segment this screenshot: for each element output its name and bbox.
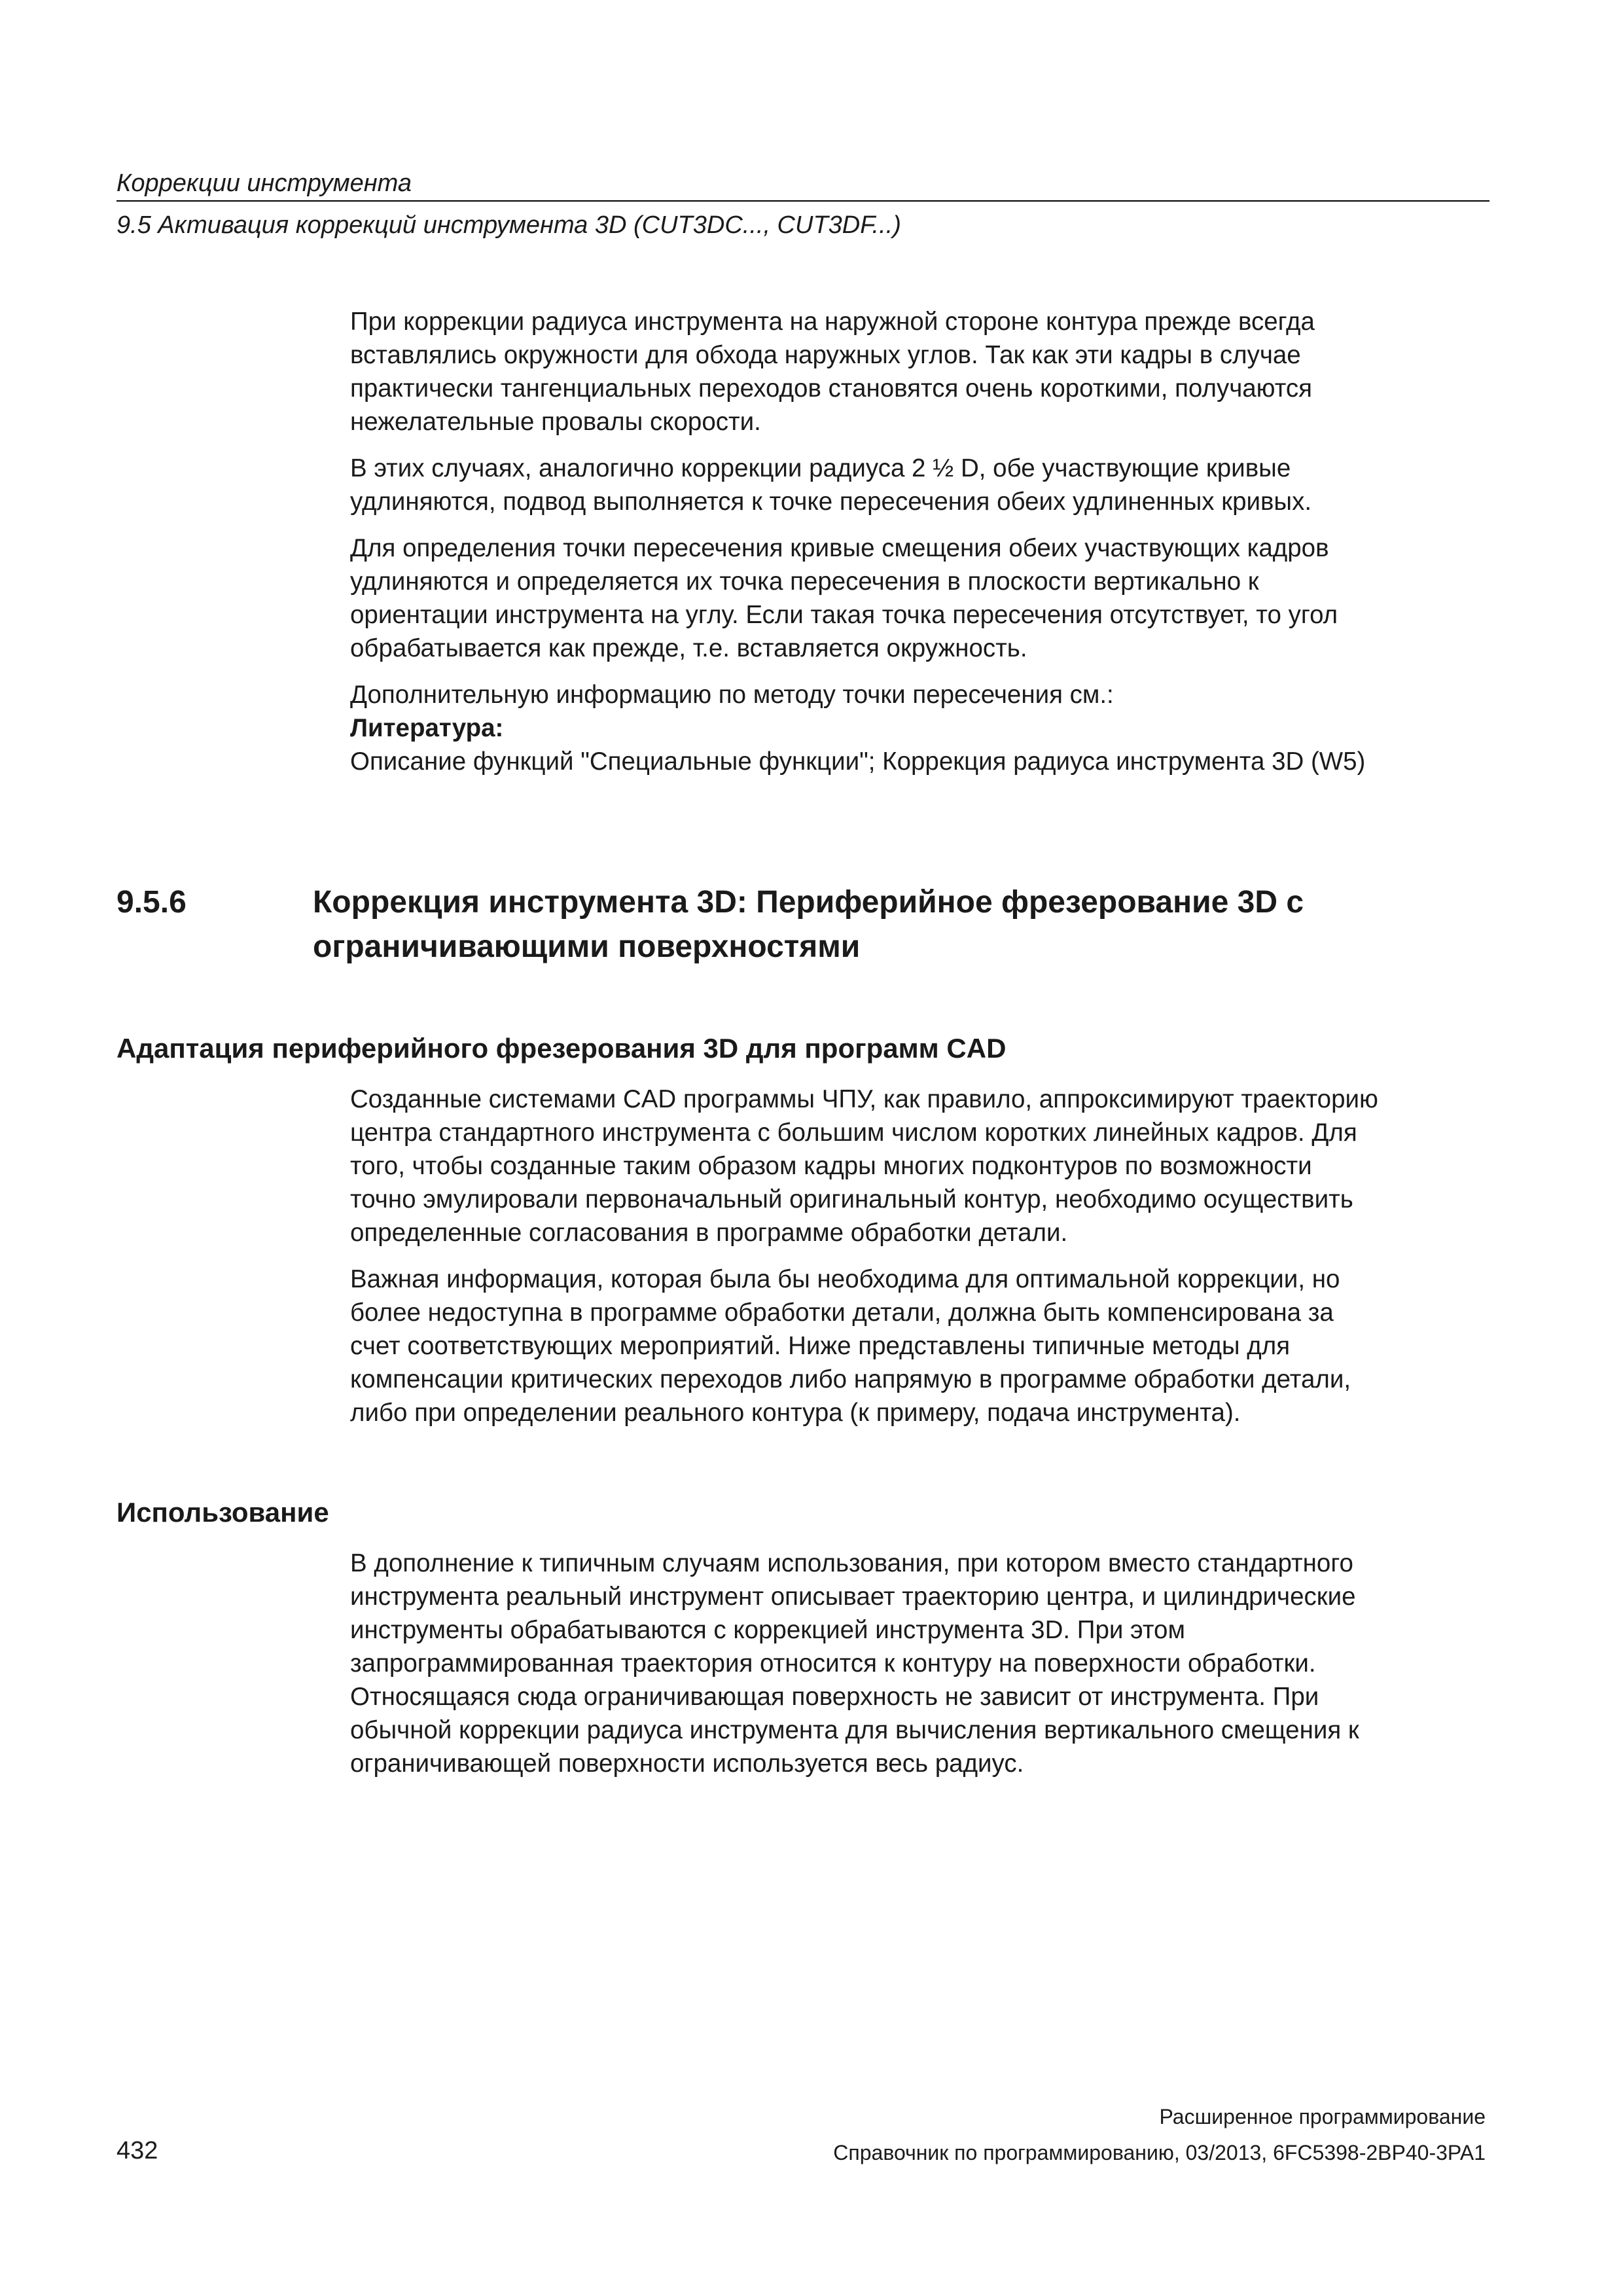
usage-block (350, 1547, 1502, 1780)
footer-doc-title: Расширенное программирование (1159, 2105, 1486, 2128)
adaptation-paragraph-2: Важная информация, которая была бы необходима для оптимальной коррекции, но более недоступна в программе обработки детали, должна быть компенсирована за счет соответствующих мероприятий. Ниже представлены типичные методы для компенсации критических переходов либо напрямую в программе обработки детали, либо при определении реального контура (к примеру, подача инструмента). (350, 1265, 1351, 1427)
intro-block (350, 305, 1502, 778)
intro-paragraph-3: Для определения точки пересечения кривые смещения обеих участвующих кадров удлиняются и определяется их точка пересечения в плоскости вертикально к ориентации инструмента на углу. Если такая точка пересечения отсутствует, то угол обрабатывается как прежде, т.е. вставляется окружность. (350, 534, 1338, 662)
footer-doc-reference: Справочник по программированию, 03/2013, 6FC5398-2BP40-3PA1 (833, 2141, 1486, 2164)
intro-paragraph-1: При коррекции радиуса инструмента на наружной стороне контура прежде всегда вставлялись окружности для обхода наружных углов. Так как эти кадры в случае практически тангенциальных переходов становятся очень короткими, получаются нежелательные провалы скорости. (350, 308, 1315, 436)
adaptation-block (350, 1083, 1502, 1429)
intro-paragraph-2: В этих случаях, аналогично коррекции радиуса 2 ½ D, обе участвующие кривые удлиняются, подвод выполняется к точке пересечения обеих удлиненных кривых. (350, 454, 1312, 516)
intro-paragraph-4: Дополнительную информацию по методу точки пересечения см.: (350, 681, 1114, 709)
page-number: 432 (116, 2137, 158, 2164)
usage-heading: Использование (116, 1497, 329, 1528)
usage-paragraph-1: В дополнение к типичным случаям использования, при котором вместо стандартного инструмента реальный инструмент описывает траекторию центра, и цилиндрические инструменты обрабатываются с коррекцией инструмента 3D. При этом запрограммированная траектория относится к контуру на поверхности обработки. Относящаяся сюда ограничивающая поверхность не зависит от инструмента. При обычной коррекции радиуса инструмента для вычисления вертикального смещения к ограничивающей поверхности используется весь радиус. (350, 1549, 1359, 1778)
literature-label: Литература: (350, 714, 504, 742)
running-header-chapter: Коррекции инструмента (116, 170, 412, 197)
section-number: 9.5.6 (116, 885, 187, 920)
running-header-section: 9.5 Активация коррекций инструмента 3D (CUT3DC..., CUT3DF...) (116, 211, 901, 239)
header-divider (116, 200, 1489, 202)
section-title: Коррекция инструмента 3D: Периферийное фрезерование 3D с ограничивающими поверхностями (313, 885, 1304, 964)
adaptation-paragraph-1: Созданные системами CAD программы ЧПУ, как правило, аппроксимируют траекторию центра стандартного инструмента с большим числом коротких линейных кадров. Для того, чтобы созданные таким образом кадры многих подконтуров по возможности точно эмулировали первоначальный оригинальный контур, необходимо осуществить определенные согласования в программе обработки детали. (350, 1085, 1378, 1247)
literature-reference: Описание функций "Специальные функции"; Коррекция радиуса инструмента 3D (W5) (350, 747, 1366, 776)
adaptation-heading: Адаптация периферийного фрезерования 3D для программ CAD (116, 1033, 1007, 1064)
